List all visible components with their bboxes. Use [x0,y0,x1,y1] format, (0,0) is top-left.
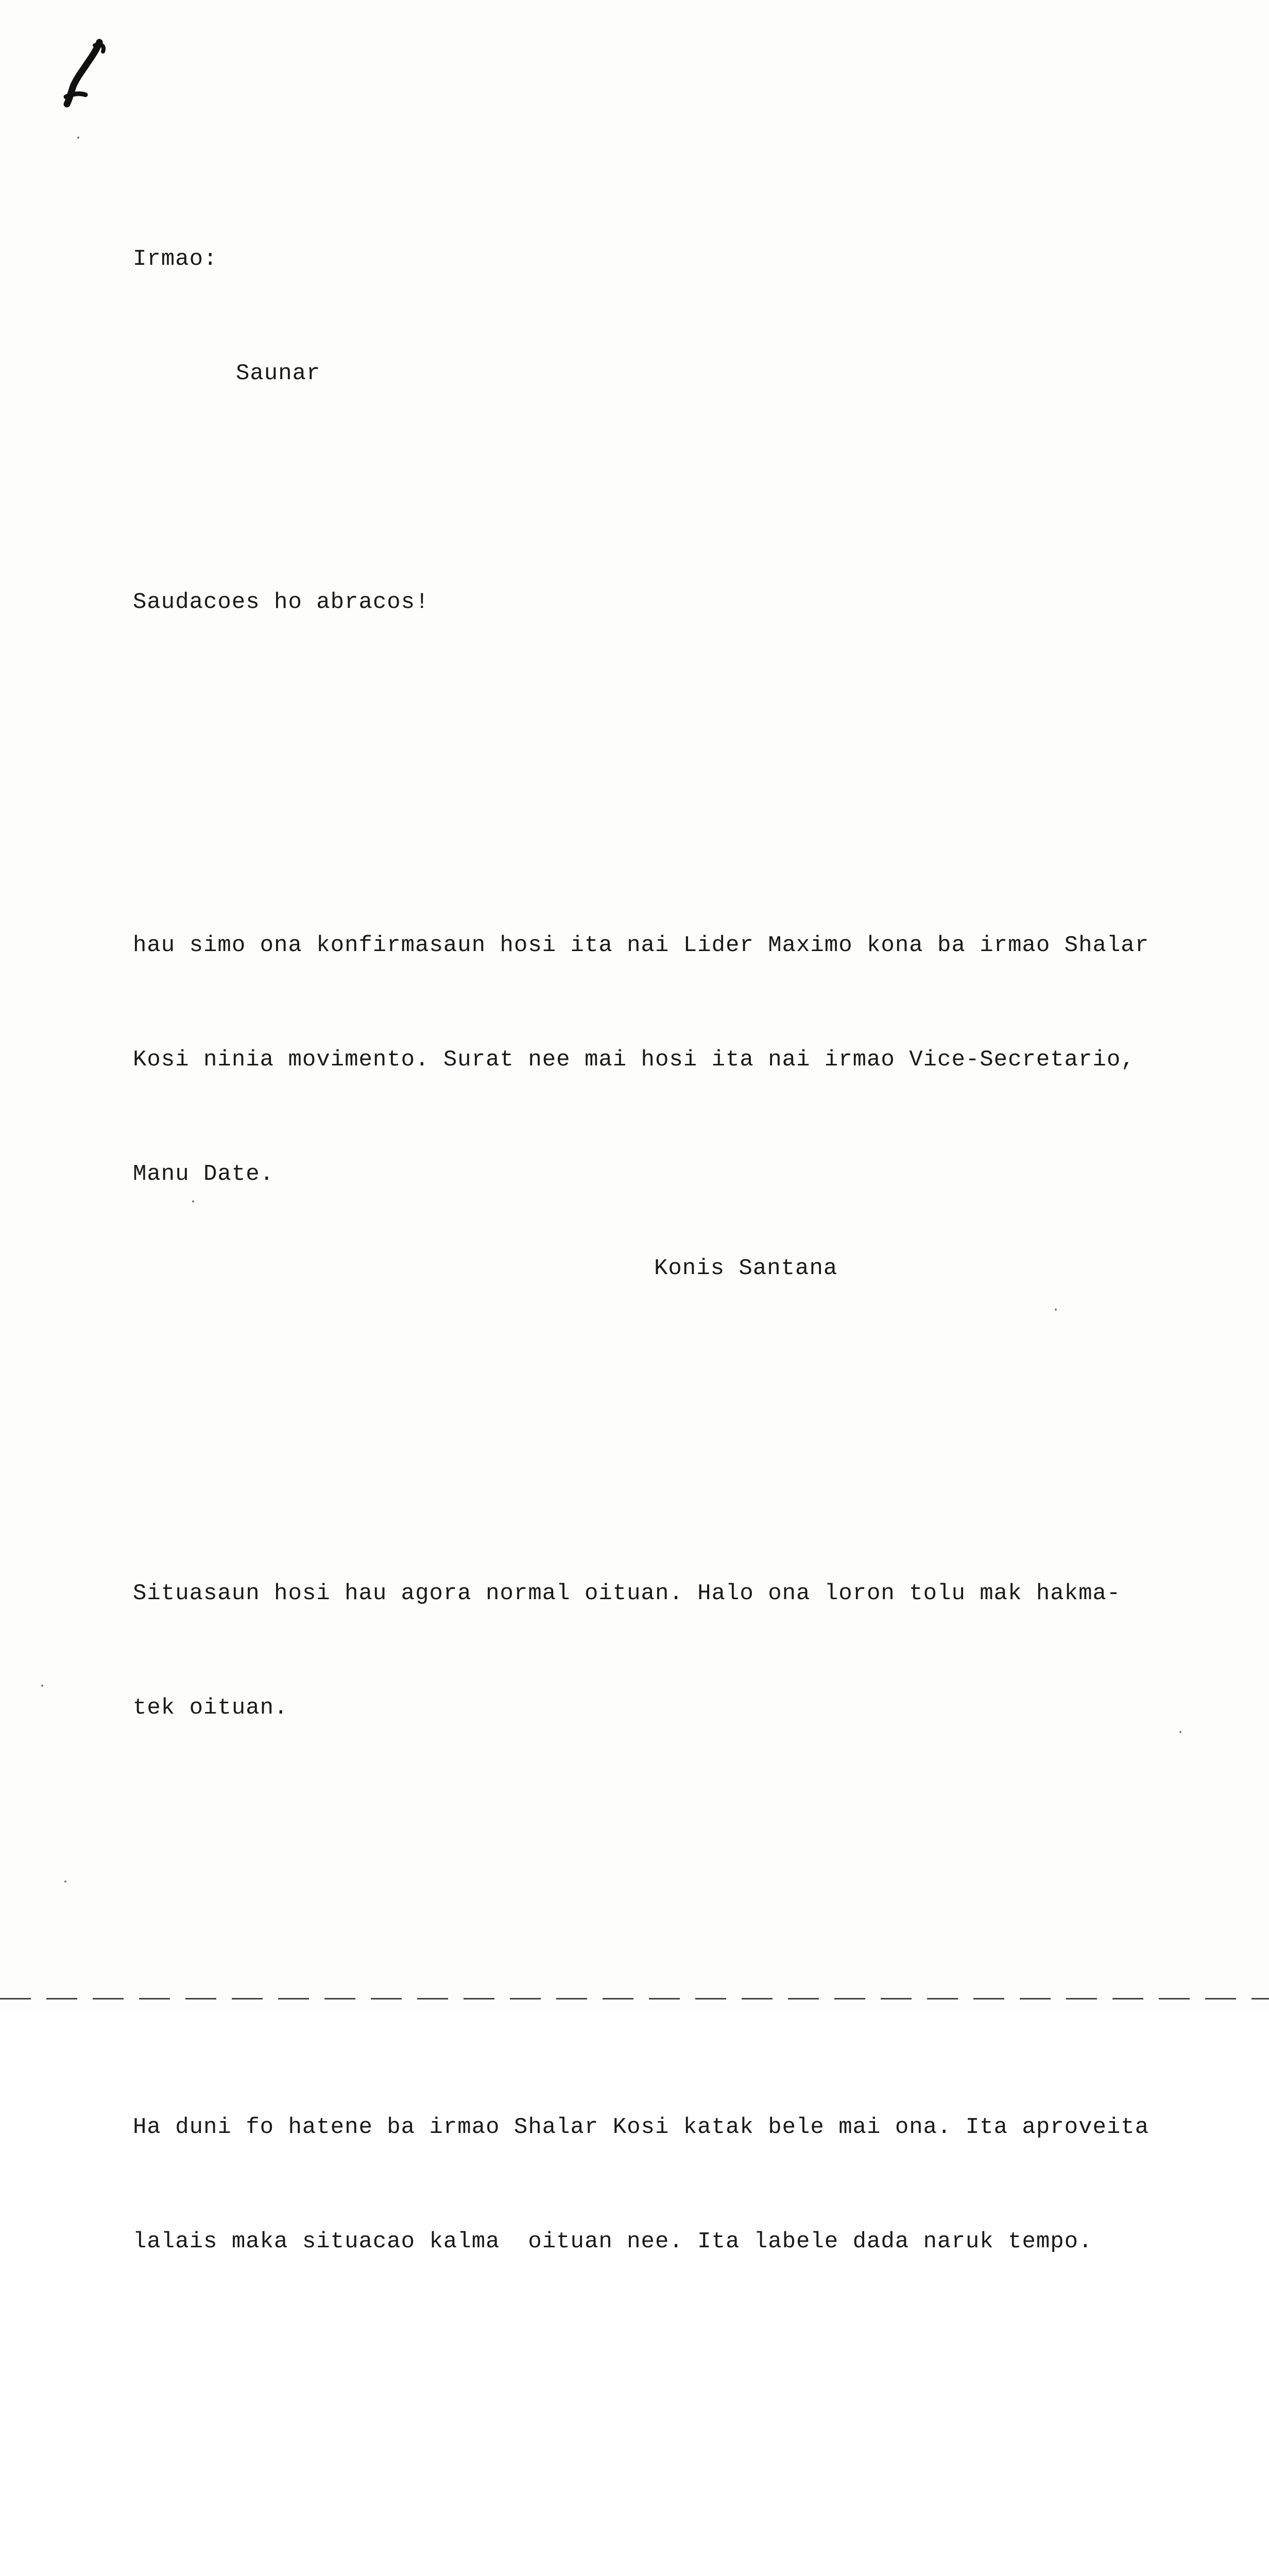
recipient-name: Saunar [236,361,321,386]
paragraph-4 [133,2566,1225,2576]
greeting: Saudacoes ho abracos! [133,589,430,615]
page-edge-rule [0,1998,1269,1999]
paper-speck [192,1200,194,1202]
paragraph-3: Ha duni fo hatene ba irmao Shalar Kosi katak bele mai ona. Ita aproveita lalais maka situacao kalma oituan nee. Ita labele dada naruk tempo. [133,2114,1150,2255]
paper-speck [41,1685,43,1687]
paper-speck [77,137,79,139]
signature-name: Konis Santana [654,1256,838,1281]
handwritten-mark [45,36,112,113]
paper-speck [64,1880,66,1883]
paper-speck [1179,1731,1181,1733]
letter-body [133,164,1225,2576]
paragraph-2: Situasaun hosi hau agora normal oituan. Halo ona loron tolu mak hakma- tek oituan. [133,1581,1121,1721]
salutation: Irmao: [133,246,218,272]
paper-speck [1055,1309,1057,1311]
paragraph-1: hau simo ona konfirmasaun hosi ita nai Lider Maximo kona ba irmao Shalar Kosi ninia movimento. Surat nee mai hosi ita nai irmao Vice-Secretario, Manu Date. [133,933,1150,1187]
